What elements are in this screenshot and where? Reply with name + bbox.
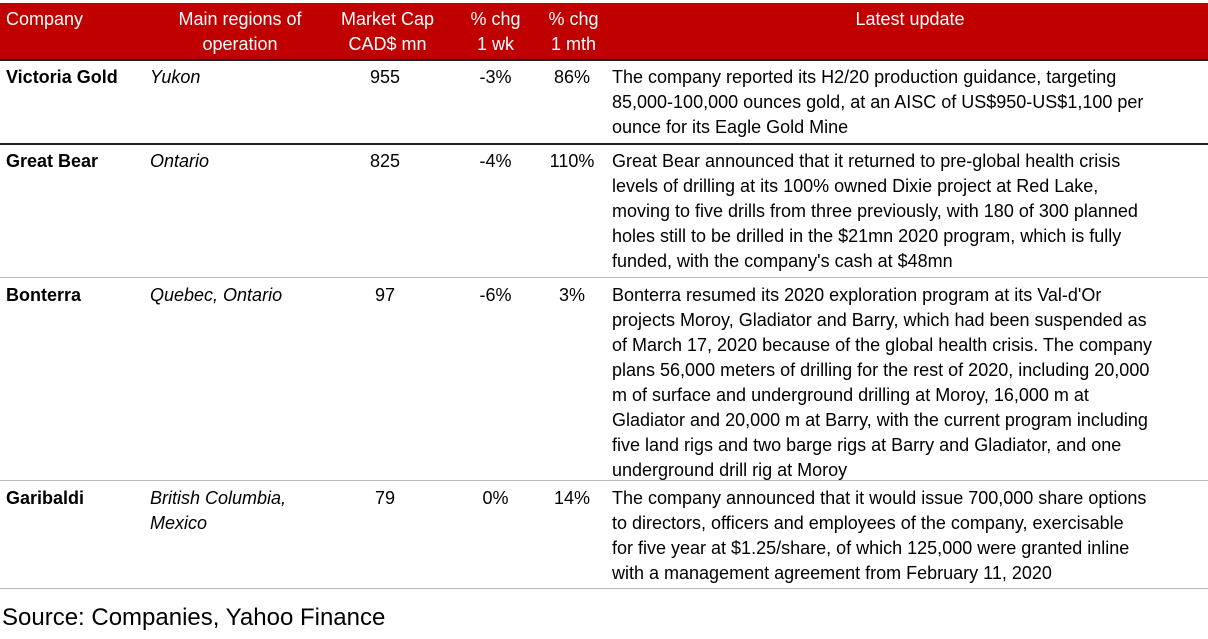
update-line: The company announced that it would issue 700,000 share options [612,488,1147,508]
market-cap: 97 [374,285,396,305]
company-name: Garibaldi [6,488,85,508]
header-regions-line: operation [202,34,278,54]
update-line: funded, with the company's cash at $48mn [612,251,953,271]
update-line: holes still to be drilled in the $21mn 2020 program, which is fully [612,226,1122,246]
latest-update [612,486,1146,586]
market-cap: 79 [374,488,396,508]
header-chg-wk-line: 1 wk [476,34,514,54]
update-line: plans 56,000 meters of drilling for the rest of 2020, including 20,000 [612,360,1150,380]
regions [150,65,200,90]
table-row [0,145,1208,277]
update-line: Gladiator and 20,000 m at Barry, with the current program including [612,410,1148,430]
regions [150,486,286,536]
table-row [0,61,1208,143]
market-cap: 825 [369,151,401,171]
change-1wk: -3% [479,67,512,87]
update-line: levels of drilling at its 100% owned Dixie project at Red Lake, [612,176,1099,196]
header-chg-mth [536,7,611,57]
header-market-cap-line: CAD$ mn [348,34,427,54]
header-chg-wk [458,7,533,57]
change-1mth: 3% [558,285,585,305]
region-line: Ontario [150,151,210,171]
update-line: of March 17, 2020 because of the global health crisis. The company [612,335,1152,355]
regions [150,149,209,174]
update-line: projects Moroy, Gladiator and Barry, which had been suspended as [612,310,1147,330]
row-divider [0,277,1208,278]
update-line: five land rigs and two barge rigs at Barry and Gladiator, and one [612,435,1122,455]
change-1wk: -4% [479,151,512,171]
region-line: Yukon [150,67,201,87]
market-cap: 955 [369,67,401,87]
table-row [0,482,1208,588]
header-company: Company [6,9,84,29]
header-regions [160,7,320,57]
header-chg-wk-line: % chg [470,9,521,29]
update-line: to directors, officers and employees of the company, exercisable [612,513,1124,533]
update-line: ounce for its Eagle Gold Mine [612,117,849,137]
update-line: for five year at $1.25/share, of which 125,000 were granted inline [612,538,1130,558]
header-market-cap [330,7,445,57]
region-line: Quebec, Ontario [150,285,283,305]
update-line: Bonterra resumed its 2020 exploration program at its Val-d'Or [612,285,1102,305]
row-divider [0,588,1208,589]
table-row [0,279,1208,480]
change-1wk: 0% [482,488,509,508]
latest-update [612,149,1138,274]
header-regions-line: Main regions of [178,9,302,29]
table-header [0,3,1208,59]
change-1mth: 14% [553,488,591,508]
latest-update [612,65,1143,140]
header-chg-mth-line: 1 mth [550,34,597,54]
latest-update [612,283,1152,483]
company-name: Victoria Gold [6,67,118,87]
update-line: m of surface and underground drilling at Moroy, 16,000 m at [612,385,1089,405]
row-divider [0,480,1208,481]
update-line: underground drill rig at Moroy [612,460,848,480]
region-line: Mexico [150,513,208,533]
region-line: British Columbia, [150,488,287,508]
change-1mth: 110% [549,151,595,171]
update-line: with a management agreement from February 11, 2020 [612,563,1052,583]
company-name: Bonterra [6,285,82,305]
change-1mth: 86% [553,67,591,87]
source-note: Source: Companies, Yahoo Finance [2,604,386,631]
update-line: moving to five drills from three previously, with 180 of 300 planned [612,201,1138,221]
update-line: Great Bear announced that it returned to pre-global health crisis [612,151,1121,171]
regions [150,283,282,308]
header-market-cap-line: Market Cap [340,9,435,29]
change-1wk: -6% [479,285,512,305]
update-line: 85,000-100,000 ounces gold, at an AISC of US$950-US$1,100 per [612,92,1144,112]
header-update: Latest update [855,9,965,29]
header-chg-mth-line: % chg [548,9,599,29]
update-line: The company reported its H2/20 production guidance, targeting [612,67,1117,87]
company-name: Great Bear [6,151,99,171]
